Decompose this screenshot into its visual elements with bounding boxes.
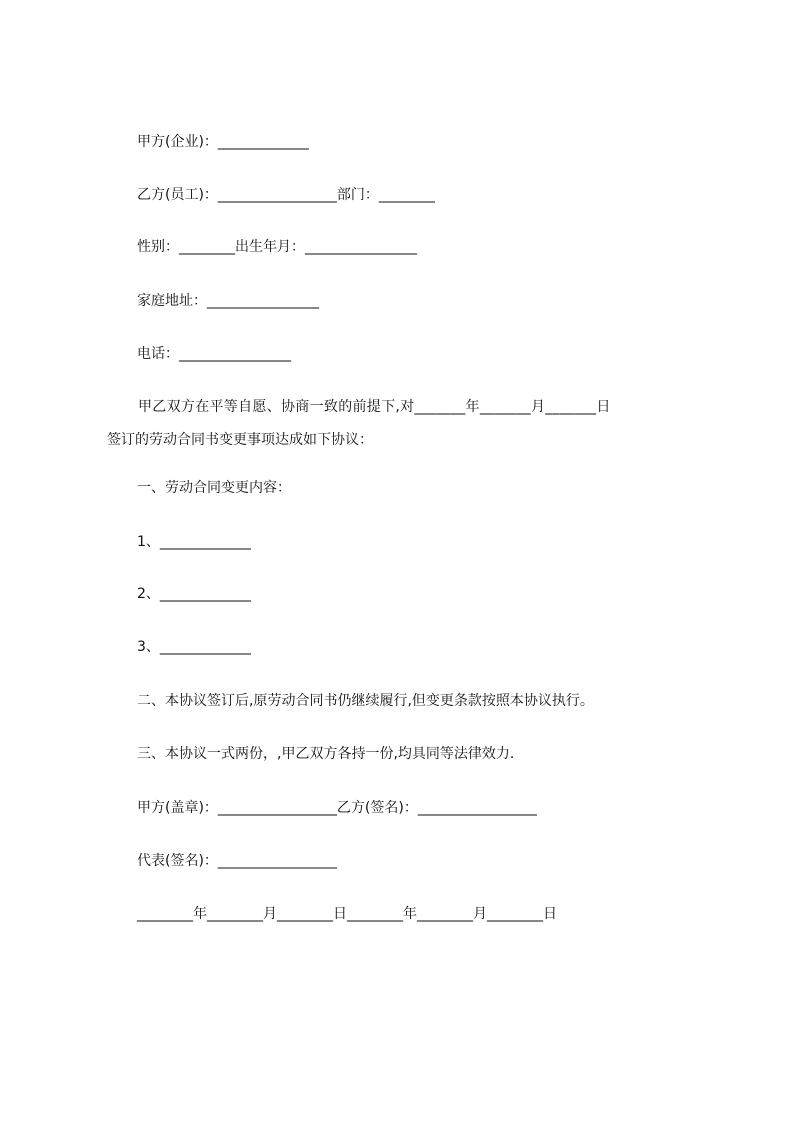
section-2-text: 二、本协议签订后,原劳动合同书仍继续履行,但变更条款按照本协议执行。 [137,693,594,709]
signature-dates: ________年________月________日________年________月________日 [137,906,557,922]
intro-paragraph [107,398,707,449]
party-b-department-field: 乙方(员工)：_________________部门：________ [137,187,435,203]
intro-line-1: 甲乙双方在平等自愿、协商一致的前提下,对_______年_______月_______日 [138,399,611,415]
change-item-2: 2、_____________ [137,586,251,602]
party-a-field: 甲方(企业)：_____________ [137,134,309,150]
intro-line-2: 签订的劳动合同书变更事项达成如下协议： [107,432,373,448]
signature-parties: 甲方(盖章)：_________________乙方(签名)：_________________ [137,800,537,816]
representative-signature: 代表(签名)：_________________ [137,853,337,869]
section-3-text: 三、本协议一式两份，,甲乙双方各持一份,均具同等法律效力. [137,746,515,762]
section-1-title: 一、劳动合同变更内容： [137,480,291,496]
home-address-field: 家庭地址：________________ [137,293,319,309]
gender-birthdate-field: 性别：________出生年月：________________ [137,239,417,255]
phone-field: 电话：________________ [137,346,291,362]
change-item-1: 1、_____________ [137,534,251,550]
change-item-3: 3、_____________ [137,639,251,655]
